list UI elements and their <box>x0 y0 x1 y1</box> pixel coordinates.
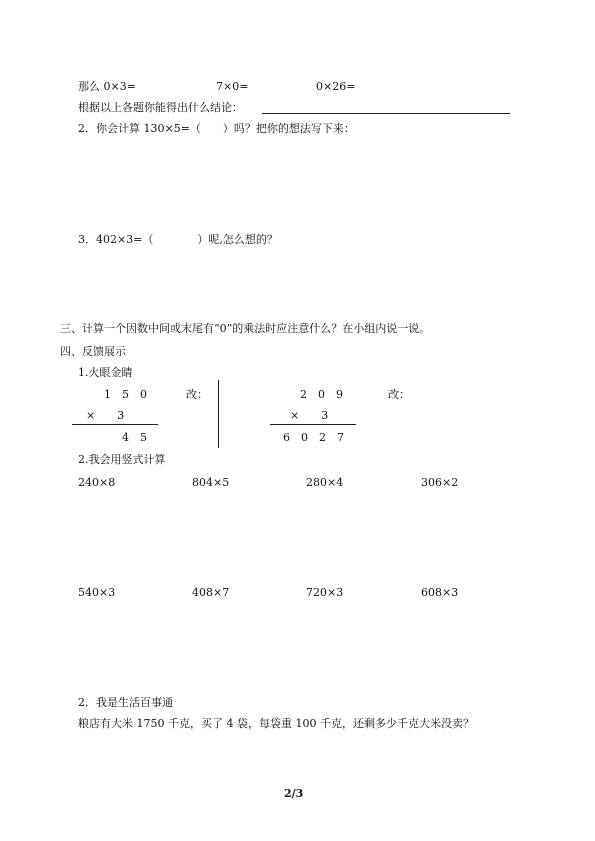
problem-540x3: 540×3 <box>78 586 116 599</box>
calc1-top-number: 1 5 0 <box>104 388 147 401</box>
calc2-top-number: 2 0 9 <box>300 388 343 401</box>
sub-heading-1: 1.火眼金睛 <box>78 366 133 379</box>
problem-280x4: 280×4 <box>306 476 344 489</box>
question-3: 3．402×3=（ ）呢,怎么想的？ <box>78 233 278 246</box>
zero-times-26: 0×26= <box>316 80 356 93</box>
problem-408x7: 408×7 <box>192 586 230 599</box>
problem-240x8: 240×8 <box>78 476 116 489</box>
page-number: 2/3 <box>284 787 304 800</box>
problem-720x3: 720×3 <box>306 586 344 599</box>
section-3-text: 三、计算一个因数中间或末尾有“0”的乘法时应注意什么？在小组内说一说。 <box>60 322 431 335</box>
calc-divider <box>218 380 219 448</box>
sub-heading-3: 2．我是生活百事通 <box>78 696 173 709</box>
calc2-result: 6 0 2 7 <box>283 431 344 444</box>
calc2-underline <box>270 424 356 425</box>
question-2: 2．你会计算 130×5=（ ）吗？把你的想法写下来： <box>78 122 355 135</box>
calc1-underline <box>72 424 158 425</box>
zero-times-3: 那么 0×3= <box>78 80 136 93</box>
problem-608x3: 608×3 <box>421 586 459 599</box>
problem-804x5: 804×5 <box>192 476 230 489</box>
word-problem: 粮店有大米 1750 千克，买了 4 袋，每袋重 100 千克，还剩多少千克大米没卖？ <box>78 717 474 730</box>
conclusion-answer-line[interactable] <box>262 113 510 114</box>
problem-306x2: 306×2 <box>421 476 459 489</box>
seven-times-zero: 7×0= <box>216 80 249 93</box>
section-4-title: 四、反馈展示 <box>60 345 126 358</box>
calc2-multiplier: × 3 <box>290 409 329 422</box>
calc1-multiplier: × 3 <box>86 409 125 422</box>
conclusion-prompt: 根据以上各题你能得出什么结论： <box>78 101 243 114</box>
sub-heading-2: 2.我会用竖式计算 <box>78 453 166 466</box>
calc2-fix-label: 改： <box>388 388 410 401</box>
calc1-result: 4 5 <box>122 431 147 444</box>
calc1-fix-label: 改： <box>186 388 208 401</box>
